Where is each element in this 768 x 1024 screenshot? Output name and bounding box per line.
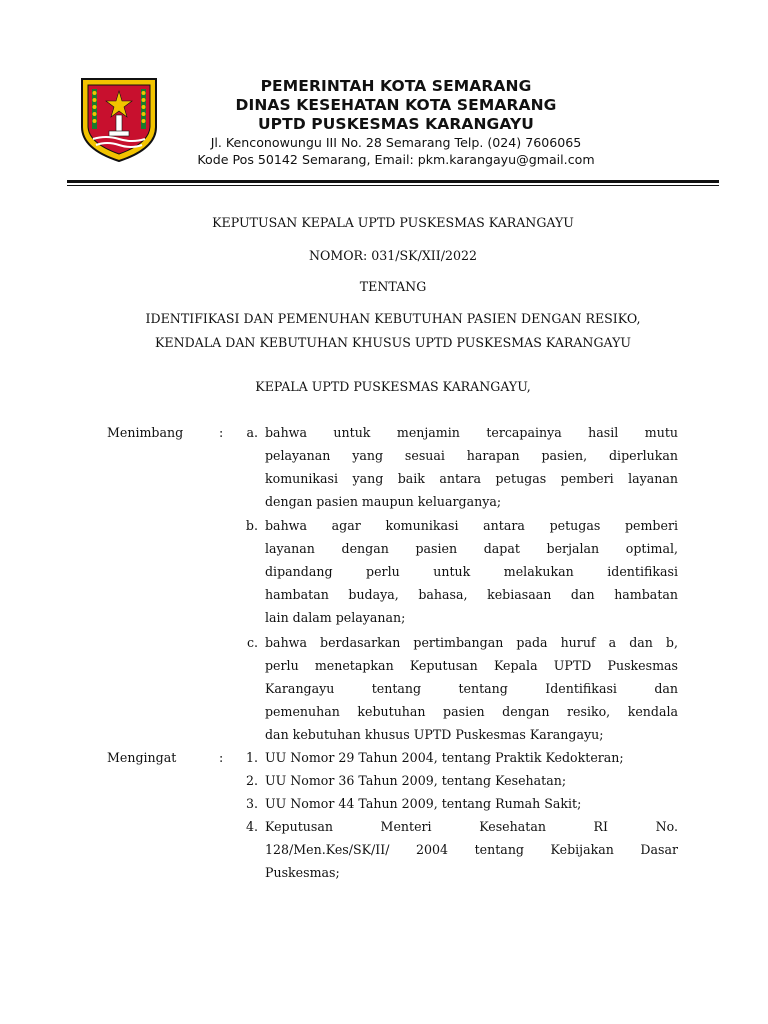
text-line: bahwa agar komunikasi antara petugas pemberi xyxy=(265,518,678,533)
letterhead-rule-thin xyxy=(67,185,719,186)
menimbang-item-a xyxy=(265,421,678,513)
mengingat-label: Mengingat xyxy=(107,750,177,765)
menimbang-colon: : xyxy=(219,425,224,440)
menimbang-marker-b: b. xyxy=(245,518,258,533)
letterhead-rule-thick xyxy=(67,180,719,183)
text-line: dan kebutuhan khusus UPTD Puskesmas Karangayu; xyxy=(265,727,604,742)
text-line: dipandang perlu untuk melakukan identifikasi xyxy=(265,564,678,579)
letterhead-unit: UPTD PUSKESMAS KARANGAYU xyxy=(258,115,534,133)
letterhead-contact: Kode Pos 50142 Semarang, Email: pkm.karangayu@gmail.com xyxy=(197,152,595,167)
text-line: UU Nomor 44 Tahun 2009, tentang Rumah Sakit; xyxy=(265,796,582,811)
letterhead xyxy=(176,77,616,168)
text-line: UU Nomor 36 Tahun 2009, tentang Kesehatan; xyxy=(265,773,567,788)
text-line: Keputusan Menteri Kesehatan RI No. xyxy=(265,819,678,834)
decree-about: TENTANG xyxy=(359,279,427,294)
menimbang-item-b xyxy=(265,514,678,629)
mengingat-item-3 xyxy=(265,792,678,815)
text-line: lain dalam pelayanan; xyxy=(265,610,406,625)
text-line: UU Nomor 29 Tahun 2004, tentang Praktik Kedokteran; xyxy=(265,750,624,765)
text-line: Karangayu tentang tentang Identifikasi dan xyxy=(265,681,678,696)
city-emblem-logo xyxy=(79,77,159,163)
mengingat-marker-1: 1. xyxy=(245,750,258,765)
decree-subject-line-1: IDENTIFIKASI DAN PEMENUHAN KEBUTUHAN PASIEN DENGAN RESIKO, xyxy=(145,311,641,326)
mengingat-item-1 xyxy=(265,746,678,769)
menimbang-marker-a: a. xyxy=(246,425,258,440)
text-line: hambatan budaya, bahasa, kebiasaan dan hambatan xyxy=(265,587,678,602)
letterhead-department: DINAS KESEHATAN KOTA SEMARANG xyxy=(235,96,557,114)
decree-title: KEPUTUSAN KEPALA UPTD PUSKESMAS KARANGAYU xyxy=(212,215,574,230)
decree-number: NOMOR: 031/SK/XII/2022 xyxy=(308,248,478,263)
menimbang-item-c xyxy=(265,631,678,746)
letterhead-address: Jl. Kenconowungu III No. 28 Semarang Telp. (024) 7606065 xyxy=(210,135,582,150)
text-line: komunikasi yang baik antara petugas pemberi layanan xyxy=(265,471,678,486)
text-line: pemenuhan kebutuhan pasien dengan resiko, kendala xyxy=(265,704,678,719)
mengingat-item-2 xyxy=(265,769,678,792)
text-line: pelayanan yang sesuai harapan pasien, diperlukan xyxy=(265,448,678,463)
menimbang-label: Menimbang xyxy=(107,425,184,440)
decree-subject-line-2: KENDALA DAN KEBUTUHAN KHUSUS UPTD PUSKESMAS KARANGAYU xyxy=(154,335,632,350)
decree-authority: KEPALA UPTD PUSKESMAS KARANGAYU, xyxy=(255,379,531,394)
text-line: Puskesmas; xyxy=(265,865,340,880)
letterhead-government: PEMERINTAH KOTA SEMARANG xyxy=(260,77,532,95)
mengingat-marker-4: 4. xyxy=(245,819,258,834)
text-line: dengan pasien maupun keluarganya; xyxy=(265,494,502,509)
mengingat-marker-2: 2. xyxy=(245,773,258,788)
text-line: perlu menetapkan Keputusan Kepala UPTD Puskesmas xyxy=(265,658,678,673)
text-line: 128/Men.Kes/SK/II/ 2004 tentang Kebijakan Dasar xyxy=(265,842,678,857)
text-line: bahwa untuk menjamin tercapainya hasil mutu xyxy=(265,425,678,440)
mengingat-marker-3: 3. xyxy=(245,796,258,811)
text-line: bahwa berdasarkan pertimbangan pada huruf a dan b, xyxy=(265,635,678,650)
text-line: layanan dengan pasien dapat berjalan optimal, xyxy=(265,541,678,556)
mengingat-colon: : xyxy=(219,750,224,765)
menimbang-marker-c: c. xyxy=(246,635,258,650)
mengingat-item-4 xyxy=(265,815,678,884)
